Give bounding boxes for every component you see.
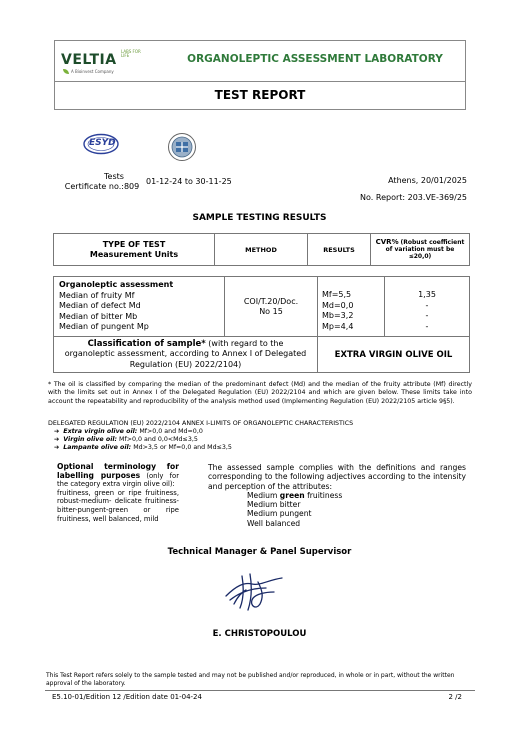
footer-page-number: 2 /2 bbox=[448, 693, 462, 701]
adj-green: green bbox=[279, 490, 305, 500]
cvr-defect: - bbox=[425, 300, 429, 310]
footer-edition: E5.10-01/Edition 12 /Edition date 01-04-24 bbox=[52, 693, 202, 701]
classification-label: Classification of sample* bbox=[87, 338, 206, 349]
header-bottom-row bbox=[55, 82, 465, 109]
limit-virgin-text: Mf>0,0 and 0,0<Md≤3,5 bbox=[117, 436, 198, 443]
limit-lampante bbox=[48, 444, 478, 452]
arrow-right-icon: ➔ bbox=[54, 444, 60, 451]
adjective-fruitiness bbox=[208, 491, 466, 500]
header-type-of-test bbox=[54, 234, 215, 266]
optional-note: (only for the category extra virgin olive oil): bbox=[57, 471, 179, 489]
header-cvr bbox=[371, 234, 470, 266]
classification-result: EXTRA VIRGIN OLIVE OIL bbox=[318, 337, 470, 373]
report-header bbox=[54, 40, 466, 110]
certificate-info bbox=[62, 172, 142, 192]
result-fruity: Mf=5,5 bbox=[322, 290, 352, 299]
header-top-row bbox=[55, 41, 465, 82]
assessment-statement bbox=[208, 463, 466, 528]
row-label-bitter: Median of bitter Mb bbox=[59, 311, 138, 321]
logo-tagline: LABS FOR LIFE bbox=[121, 49, 141, 58]
limit-extra-virgin bbox=[48, 428, 478, 436]
esyd-logo bbox=[82, 133, 120, 155]
results-table-header bbox=[53, 233, 470, 266]
logo-subtitle: A Bioinvest Company bbox=[71, 69, 114, 74]
limits-section bbox=[48, 420, 478, 452]
row-label-pungent: Median of pungent Mp bbox=[59, 322, 149, 331]
greek-emblem-icon bbox=[167, 132, 197, 162]
row-label-fruity: Median of fruity Mf bbox=[59, 290, 135, 300]
lab-title: ORGANOLEPTIC ASSESSMENT LABORATORY bbox=[187, 53, 443, 65]
adj-medium: Medium bbox=[247, 490, 280, 500]
assessment-cell bbox=[54, 277, 225, 337]
cvr-bitter: - bbox=[425, 311, 429, 320]
assessment-title: Organoleptic assessment bbox=[59, 280, 174, 289]
footer-disclaimer: This Test Report refers solely to the sample tested and may not be published and/or reproduced, in whole or in part, without the written approval of the laboratory. bbox=[46, 672, 455, 687]
limit-extra-label: Extra virgin olive oil: bbox=[63, 428, 138, 435]
adj-fruitiness: fruitiness bbox=[304, 490, 343, 500]
results-cell bbox=[318, 277, 385, 337]
leaf-icon bbox=[63, 69, 69, 74]
cvr-note: (Robust coefficient of variation must be ≤20,0) bbox=[385, 239, 465, 260]
adjective-pungent: Medium pungent bbox=[247, 509, 312, 519]
method-cell bbox=[225, 277, 318, 337]
classification-cell bbox=[54, 337, 318, 373]
classification-footnote: * The oil is classified by comparing the median of the predominant defect (Md) and the median of the fruity attribute (Mf) directly with the limits set out in Annex I of the Delegated Regulation (EU) 2022/2104 and which are given below. These limits take into account the repeatability and reproducibility of the analysis method used (Implementing Regulation (EU) 2022/2105 article 9§5). bbox=[48, 381, 472, 405]
esyd-mark-text: ESYD bbox=[89, 138, 116, 148]
result-defect: Md=0,0 bbox=[322, 300, 354, 310]
limit-virgin bbox=[48, 436, 478, 444]
validity-period: 01-12-24 to 30-11-25 bbox=[146, 177, 232, 186]
report-title: TEST REPORT bbox=[214, 88, 306, 102]
cvr-cell bbox=[385, 277, 470, 337]
cvr-pungent: - bbox=[425, 321, 429, 331]
place-date: Athens, 20/01/2025 bbox=[388, 176, 467, 185]
limits-title: DELEGATED REGULATION (EU) 2022/2104 ANNEX I-LIMITS OF ORGANOLEPTIC CHARACTERISTICS bbox=[48, 420, 354, 427]
result-bitter: Mb=3,2 bbox=[322, 311, 354, 320]
result-pungent: Mp=4,4 bbox=[322, 321, 354, 331]
col1-line2: Measurement Units bbox=[89, 249, 179, 259]
method-line1: COI/T.20/Doc. bbox=[243, 296, 299, 306]
row-label-defect: Median of defect Md bbox=[59, 301, 141, 310]
signatory-role: Technical Manager & Panel Supervisor bbox=[167, 547, 352, 557]
arrow-right-icon: ➔ bbox=[54, 428, 60, 435]
cvr-title: CVR% bbox=[375, 238, 399, 246]
limit-virgin-label: Virgin olive oil: bbox=[63, 436, 118, 443]
arrow-right-icon: ➔ bbox=[54, 436, 60, 443]
method-line2: No 15 bbox=[259, 306, 283, 316]
results-table-body bbox=[53, 276, 470, 373]
header-method: METHOD bbox=[215, 234, 308, 266]
optional-body: fruitiness, green or ripe fruitiness, robust-medium- delicate fruitiness-bitter-pungent-green or ripe fruitiness, well balanced, mild bbox=[57, 488, 179, 523]
optional-title: Optional terminology for labelling purposes bbox=[57, 462, 179, 480]
adjective-bitter: Medium bitter bbox=[247, 500, 301, 510]
signatory-name: E. CHRISTOPOULOU bbox=[212, 629, 307, 639]
tests-label: Tests bbox=[104, 172, 124, 181]
footer-divider bbox=[45, 690, 475, 691]
logo-word: VELTIA bbox=[61, 52, 117, 68]
limit-lampante-label: Lampante olive oil: bbox=[63, 444, 132, 451]
veltia-logo bbox=[59, 50, 159, 78]
limit-extra-text: Mf>0,0 and Md=0,0 bbox=[137, 428, 203, 435]
section-title: SAMPLE TESTING RESULTS bbox=[192, 213, 327, 223]
report-number: No. Report: 203.VE-369/25 bbox=[360, 193, 467, 202]
assessed-intro: The assessed sample complies with the definitions and ranges corresponding to the following adjectives according to the intensity and perception of the attributes: bbox=[208, 463, 466, 491]
cvr-fruity: 1,35 bbox=[418, 290, 436, 299]
optional-terminology bbox=[57, 463, 179, 523]
certificate-number: Certificate no.:809 bbox=[64, 182, 140, 191]
header-results: RESULTS bbox=[308, 234, 371, 266]
col1-line1: TYPE OF TEST bbox=[102, 239, 166, 249]
adjective-balanced: Well balanced bbox=[247, 518, 301, 528]
limit-lampante-text: Md>3,5 or Mf=0,0 and Md≤3,5 bbox=[131, 444, 232, 451]
classification-text: (with regard to the organoleptic assessment, according to Annex I of Delegated Regulation (EU) 2022/2104) bbox=[64, 338, 307, 369]
signature-image bbox=[222, 570, 292, 612]
